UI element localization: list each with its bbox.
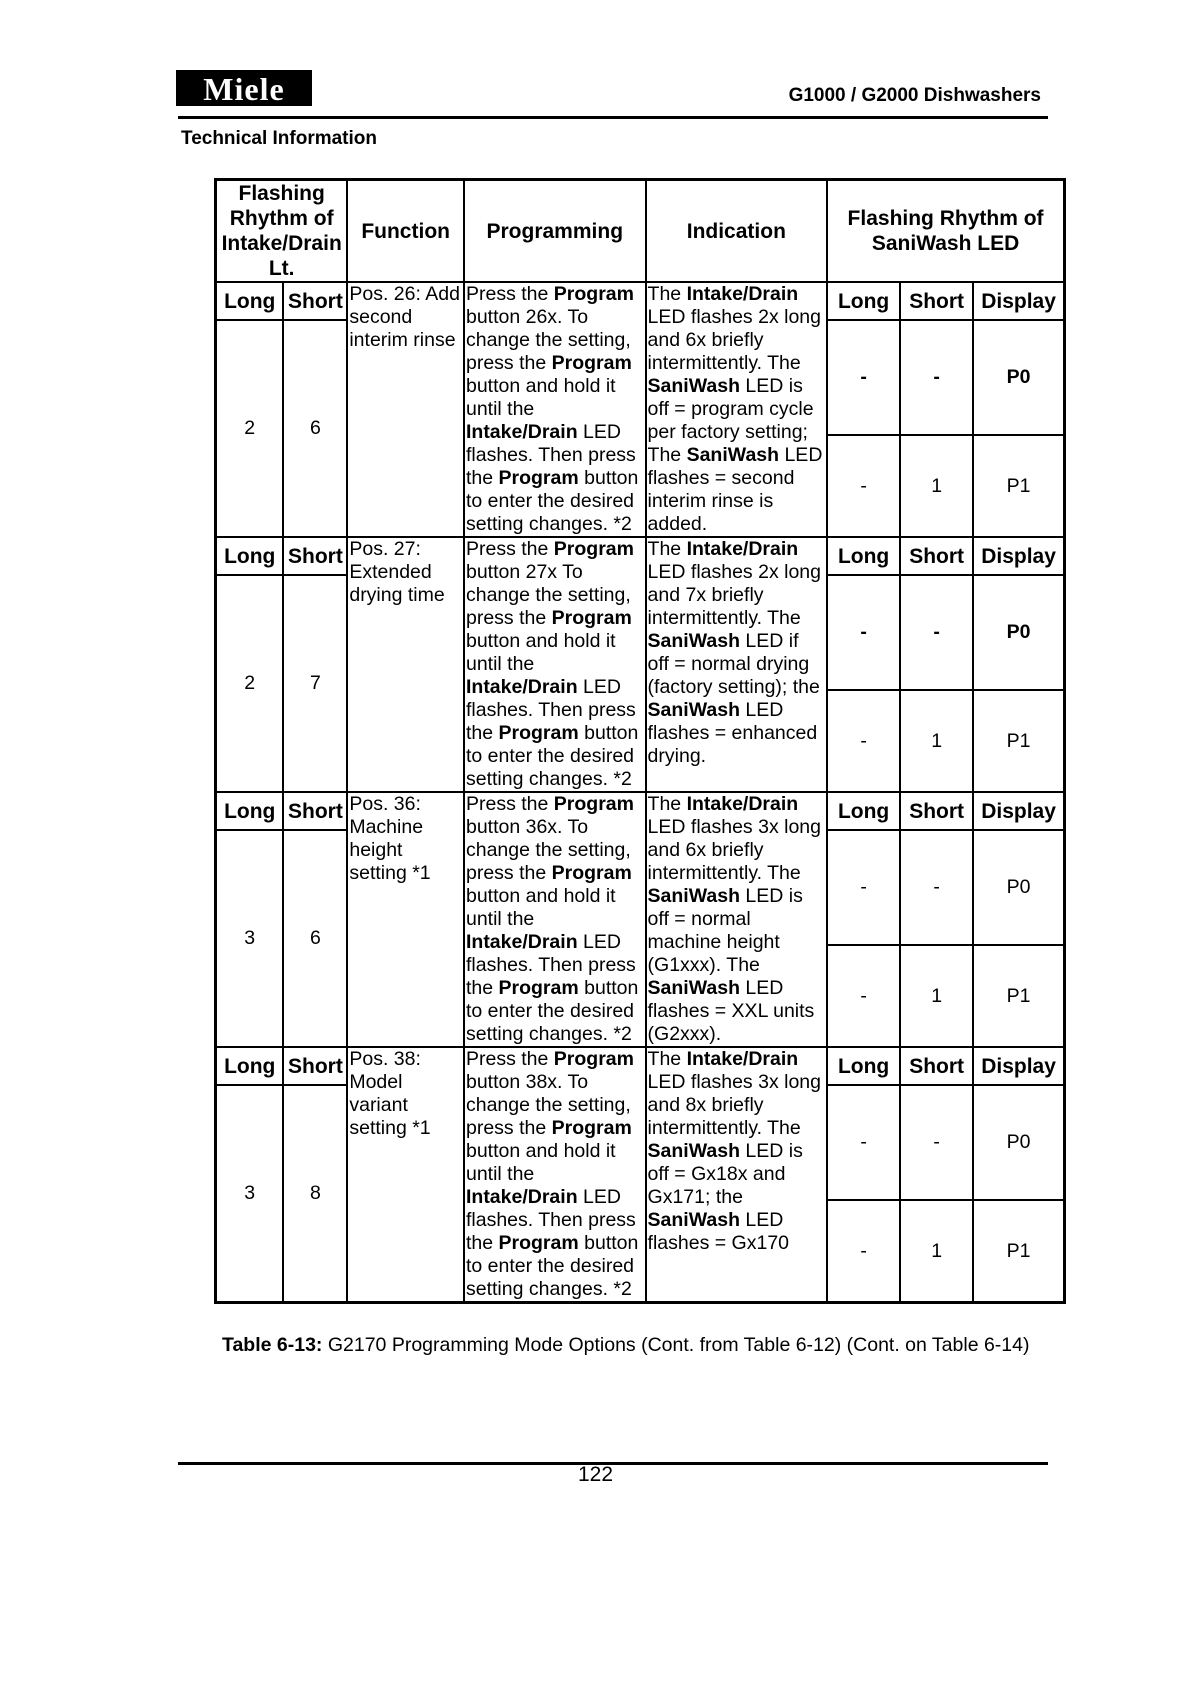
saniwash-short: 1	[900, 945, 973, 1047]
header-rule	[178, 116, 1048, 119]
subheader-short: Short	[900, 537, 973, 575]
subheader-long: Long	[827, 792, 900, 830]
intake-long-count: 3	[216, 1085, 284, 1303]
indication-cell: The Intake/Drain LED flashes 2x long and 6x briefly intermittently. The SaniWash LED is off = program cycle per factory setting; The SaniWash LED flashes = second interim rinse is added.	[646, 282, 828, 537]
saniwash-display: P0	[973, 320, 1064, 435]
subheader-short: Short	[900, 792, 973, 830]
subheader-long: Long	[216, 282, 284, 320]
header-programming: Programming	[464, 180, 646, 283]
saniwash-display: P0	[973, 575, 1064, 690]
subheader-display: Display	[973, 537, 1064, 575]
programming-cell: Press the Program button 27x To change the setting, press the Program button and hold it until the Intake/Drain LED flashes. Then press the Program button to enter the desired setting changes. *2	[464, 537, 646, 792]
saniwash-long: -	[827, 1200, 900, 1303]
document-title: G1000 / G2000 Dishwashers	[788, 85, 1041, 106]
saniwash-short: 1	[900, 690, 973, 792]
intake-long-count: 2	[216, 575, 284, 792]
saniwash-long: -	[827, 1085, 900, 1200]
programming-options-table	[214, 178, 1066, 1304]
saniwash-long: -	[827, 830, 900, 945]
intake-short-count: 6	[283, 830, 347, 1047]
saniwash-short: -	[900, 1085, 973, 1200]
saniwash-short: 1	[900, 435, 973, 537]
table-caption	[222, 1334, 1029, 1357]
function-cell: Pos. 36: Machine height setting *1	[347, 792, 464, 1047]
subheader-long: Long	[827, 282, 900, 320]
intake-short-count: 6	[283, 320, 347, 537]
saniwash-long: -	[827, 435, 900, 537]
subheader-display: Display	[973, 792, 1064, 830]
saniwash-display: P0	[973, 1085, 1064, 1200]
subheader-display: Display	[973, 1047, 1064, 1085]
saniwash-display: P1	[973, 1200, 1064, 1303]
function-cell: Pos. 27: Extended drying time	[347, 537, 464, 792]
subheader-short: Short	[900, 282, 973, 320]
subheader-short: Short	[283, 792, 347, 830]
indication-cell: The Intake/Drain LED flashes 2x long and 7x briefly intermittently. The SaniWash LED if off = normal drying (factory setting); the SaniWash LED flashes = enhanced drying.	[646, 537, 828, 792]
programming-cell: Press the Program button 36x. To change the setting, press the Program button and hold it until the Intake/Drain LED flashes. Then press the Program button to enter the desired setting changes. *2	[464, 792, 646, 1047]
subheader-short: Short	[283, 1047, 347, 1085]
table-row	[216, 792, 1065, 830]
saniwash-short: 1	[900, 1200, 973, 1303]
subheader-long: Long	[216, 537, 284, 575]
saniwash-long: -	[827, 320, 900, 435]
saniwash-short: -	[900, 830, 973, 945]
subheader-short: Short	[283, 537, 347, 575]
subheader-short: Short	[900, 1047, 973, 1085]
saniwash-long: -	[827, 945, 900, 1047]
table-row	[216, 1047, 1065, 1085]
programming-cell: Press the Program button 26x. To change the setting, press the Program button and hold it until the Intake/Drain LED flashes. Then press the Program button to enter the desired setting changes. *2	[464, 282, 646, 537]
intake-long-count: 3	[216, 830, 284, 1047]
intake-short-count: 8	[283, 1085, 347, 1303]
table-row	[216, 282, 1065, 320]
header-indication: Indication	[646, 180, 828, 283]
subheader-long: Long	[827, 1047, 900, 1085]
subheader-long: Long	[827, 537, 900, 575]
page-number: 122	[577, 1463, 614, 1486]
programming-cell: Press the Program button 38x. To change the setting, press the Program button and hold it until the Intake/Drain LED flashes. Then press the Program button to enter the desired setting changes. *2	[464, 1047, 646, 1303]
caption-text: G2170 Programming Mode Options (Cont. from Table 6-12) (Cont. on Table 6-14)	[322, 1334, 1030, 1356]
header-function: Function	[347, 180, 464, 283]
function-cell: Pos. 38: Model variant setting *1	[347, 1047, 464, 1303]
intake-long-count: 2	[216, 320, 284, 537]
miele-logo: Miele	[176, 70, 312, 106]
header-saniwash-rhythm: Flashing Rhythm of SaniWash LED	[827, 180, 1064, 283]
subheader-long: Long	[216, 792, 284, 830]
caption-label: Table 6-13:	[222, 1334, 323, 1356]
header-intake-rhythm: Flashing Rhythm of Intake/Drain Lt.	[216, 180, 348, 283]
section-title: Technical Information	[181, 128, 378, 149]
saniwash-long: -	[827, 575, 900, 690]
saniwash-display: P1	[973, 690, 1064, 792]
saniwash-display: P1	[973, 435, 1064, 537]
table-row	[216, 537, 1065, 575]
saniwash-short: -	[900, 575, 973, 690]
saniwash-short: -	[900, 320, 973, 435]
subheader-long: Long	[216, 1047, 284, 1085]
subheader-display: Display	[973, 282, 1064, 320]
function-cell: Pos. 26: Add second interim rinse	[347, 282, 464, 537]
indication-cell: The Intake/Drain LED flashes 3x long and 8x briefly intermittently. The SaniWash LED is off = Gx18x and Gx171; the SaniWash LED flashes = Gx170	[646, 1047, 828, 1303]
saniwash-display: P0	[973, 830, 1064, 945]
indication-cell: The Intake/Drain LED flashes 3x long and 6x briefly intermittently. The SaniWash LED is off = normal machine height (G1xxx). The SaniWash LED flashes = XXL units (G2xxx).	[646, 792, 828, 1047]
saniwash-display: P1	[973, 945, 1064, 1047]
intake-short-count: 7	[283, 575, 347, 792]
subheader-short: Short	[283, 282, 347, 320]
saniwash-long: -	[827, 690, 900, 792]
